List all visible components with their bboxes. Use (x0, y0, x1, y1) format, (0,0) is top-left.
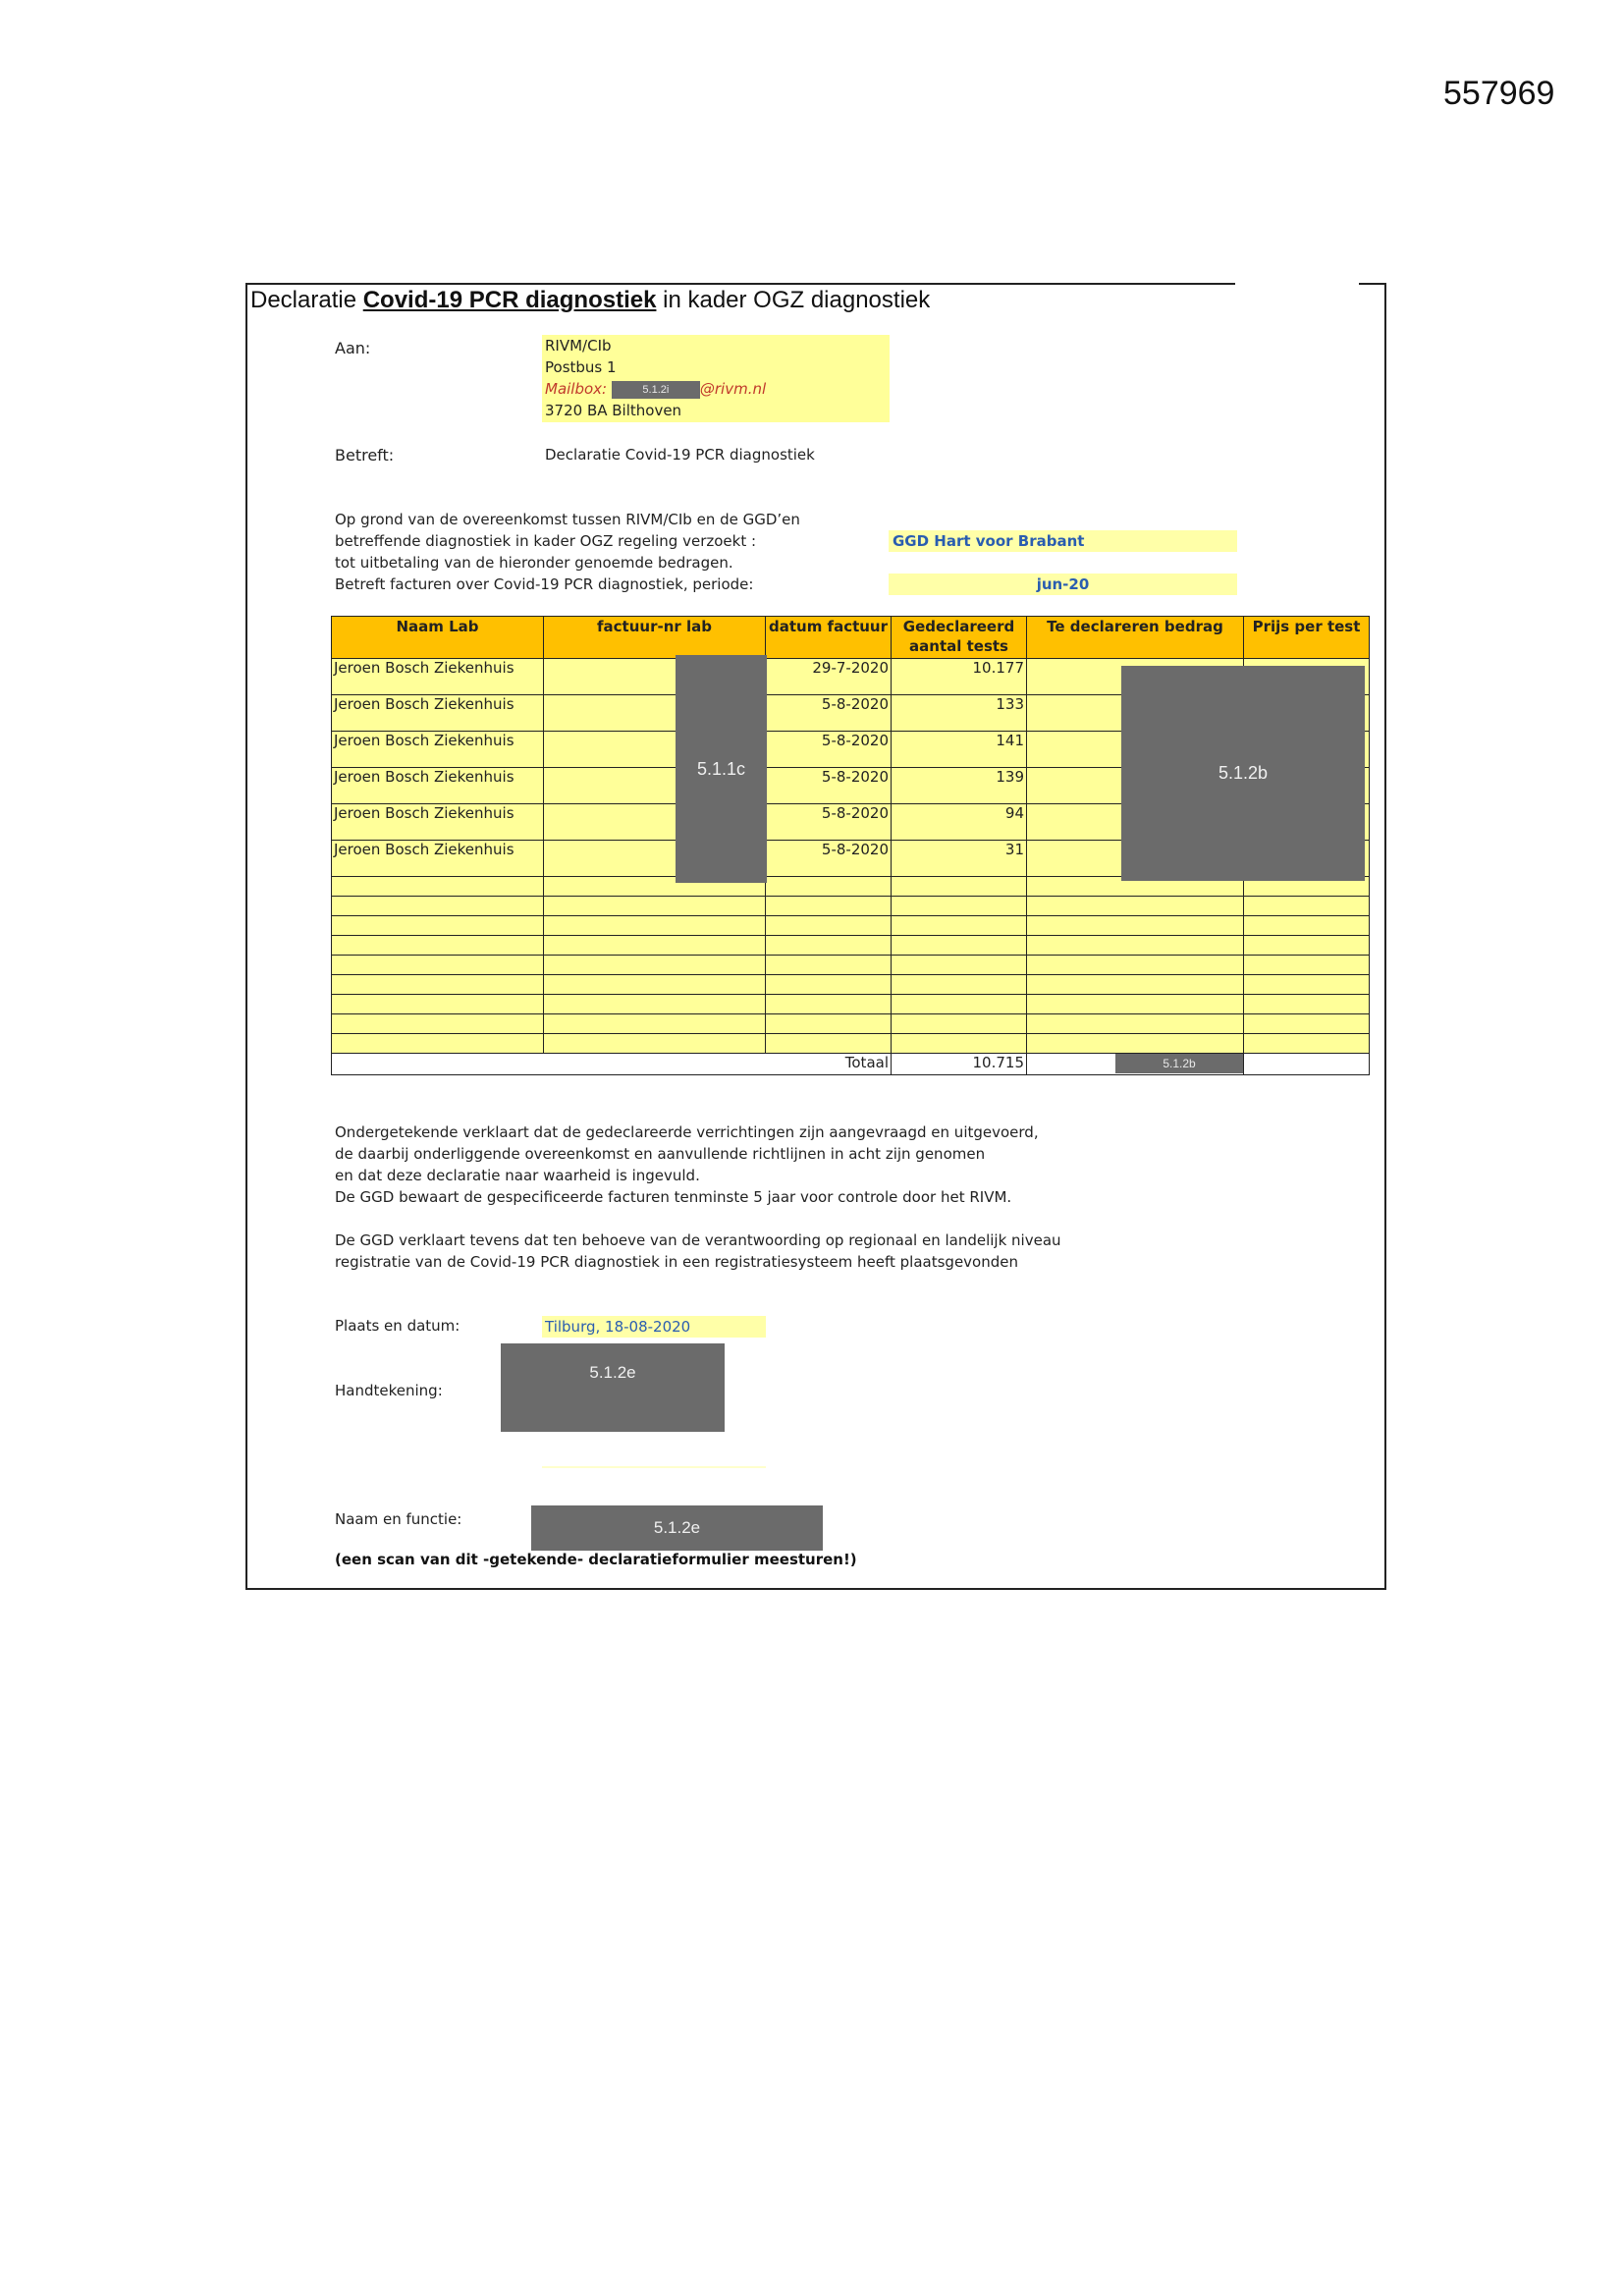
naam-functie-label: Naam en functie: (335, 1510, 462, 1528)
form-title (250, 287, 930, 314)
bedrag-redaction: 5.1.2b (1121, 666, 1365, 881)
registration-line: De GGD verklaart tevens dat ten behoeve van de verantwoording op regionaal en landelijk niveau (335, 1231, 1061, 1249)
mailbox-label: Mailbox: (545, 380, 612, 398)
total-row (332, 1054, 1370, 1075)
declaration-text (335, 1121, 1039, 1208)
cell-aantal: 141 (892, 732, 1027, 768)
intro-text (335, 509, 800, 595)
declaration-line: De GGD bewaart de gespecificeerde facturen tenminste 5 jaar voor controle door het RIVM. (335, 1188, 1012, 1206)
plaats-label: Plaats en datum: (335, 1317, 460, 1335)
recipient-address (542, 335, 890, 422)
cell-lab: Jeroen Bosch Ziekenhuis (332, 732, 544, 768)
header-naam-lab: Naam Lab (332, 617, 544, 659)
total-bedrag-redaction: 5.1.2b (1115, 1054, 1243, 1073)
factuur-nr-redaction: 5.1.1c (676, 655, 767, 883)
empty-row (332, 975, 1370, 995)
header-datum: datum factuur (766, 617, 892, 659)
empty-row (332, 1014, 1370, 1034)
plaats-value: Tilburg, 18-08-2020 (542, 1316, 766, 1338)
registration-line: registratie van de Covid-19 PCR diagnostiek in een registratiesysteem heeft plaatsgevonden (335, 1253, 1018, 1271)
cell-aantal: 133 (892, 695, 1027, 732)
header-factuur-nr: factuur-nr lab (544, 617, 766, 659)
header-aantal: Gedeclareerd aantal tests (892, 617, 1027, 659)
title-bold: Covid-19 PCR diagnostiek (362, 287, 657, 313)
declaration-line: de daarbij onderliggende overeenkomst en aanvullende richtlijnen in acht zijn genomen (335, 1145, 986, 1163)
empty-row (332, 956, 1370, 975)
cell-lab: Jeroen Bosch Ziekenhuis (332, 695, 544, 732)
naam-functie-redaction: 5.1.2e (531, 1505, 823, 1551)
cell-datum: 5-8-2020 (766, 732, 892, 768)
address-line-2: Postbus 1 (545, 358, 617, 376)
empty-row (332, 995, 1370, 1014)
empty-row (332, 897, 1370, 916)
intro-line: tot uitbetaling van de hieronder genoemde bedragen. (335, 554, 733, 572)
ggd-name-field: GGD Hart voor Brabant (889, 530, 1237, 552)
total-aantal: 10.715 (892, 1054, 1027, 1075)
cell-datum: 5-8-2020 (766, 804, 892, 841)
cell-aantal: 31 (892, 841, 1027, 877)
betreft-label: Betreft: (335, 446, 395, 465)
intro-line: Op grond van de overeenkomst tussen RIVM/CIb en de GGD’en (335, 511, 800, 528)
cell-lab: Jeroen Bosch Ziekenhuis (332, 804, 544, 841)
declaration-line: Ondergetekende verklaart dat de gedeclareerde verrichtingen zijn aangevraagd en uitgevoerd, (335, 1123, 1039, 1141)
cell-datum: 5-8-2020 (766, 768, 892, 804)
empty-row (332, 1034, 1370, 1054)
mailbox-domain: @rivm.nl (699, 380, 767, 398)
mailbox-redaction: 5.1.2i (612, 381, 700, 399)
cell-datum: 5-8-2020 (766, 841, 892, 877)
handtekening-label: Handtekening: (335, 1382, 443, 1399)
cell-lab: Jeroen Bosch Ziekenhuis (332, 659, 544, 695)
scan-note: (een scan van dit -getekende- declaratieformulier meesturen!) (335, 1551, 857, 1568)
header-bedrag: Te declareren bedrag (1027, 617, 1244, 659)
betreft-value: Declaratie Covid-19 PCR diagnostiek (545, 446, 815, 464)
empty-row (332, 916, 1370, 936)
cell-lab: Jeroen Bosch Ziekenhuis (332, 768, 544, 804)
aan-label: Aan: (335, 339, 371, 357)
cell-aantal: 139 (892, 768, 1027, 804)
table-header-row (332, 617, 1370, 659)
periode-field: jun-20 (889, 574, 1237, 595)
empty-row (332, 936, 1370, 956)
declaration-line: en dat deze declaratie naar waarheid is ingevuld. (335, 1167, 700, 1184)
mailbox-line (542, 378, 890, 400)
address-city: 3720 BA Bilthoven (545, 402, 682, 419)
header-prijs: Prijs per test (1244, 617, 1370, 659)
address-line-1: RIVM/CIb (545, 337, 612, 355)
intro-line: betreffende diagnostiek in kader OGZ regeling verzoekt : (335, 532, 757, 550)
cell-datum: 29-7-2020 (766, 659, 892, 695)
cell-lab: Jeroen Bosch Ziekenhuis (332, 841, 544, 877)
signature-line (542, 1466, 766, 1468)
cell-datum: 5-8-2020 (766, 695, 892, 732)
registration-text (335, 1230, 1061, 1273)
document-number: 557969 (1443, 75, 1555, 112)
title-prefix: Declaratie (250, 287, 363, 313)
total-label: Totaal (766, 1054, 892, 1075)
cell-aantal: 10.177 (892, 659, 1027, 695)
title-suffix: in kader OGZ diagnostiek (656, 287, 931, 313)
intro-line: Betreft facturen over Covid-19 PCR diagnostiek, periode: (335, 575, 754, 593)
signature-redaction: 5.1.2e (501, 1343, 725, 1432)
cell-aantal: 94 (892, 804, 1027, 841)
